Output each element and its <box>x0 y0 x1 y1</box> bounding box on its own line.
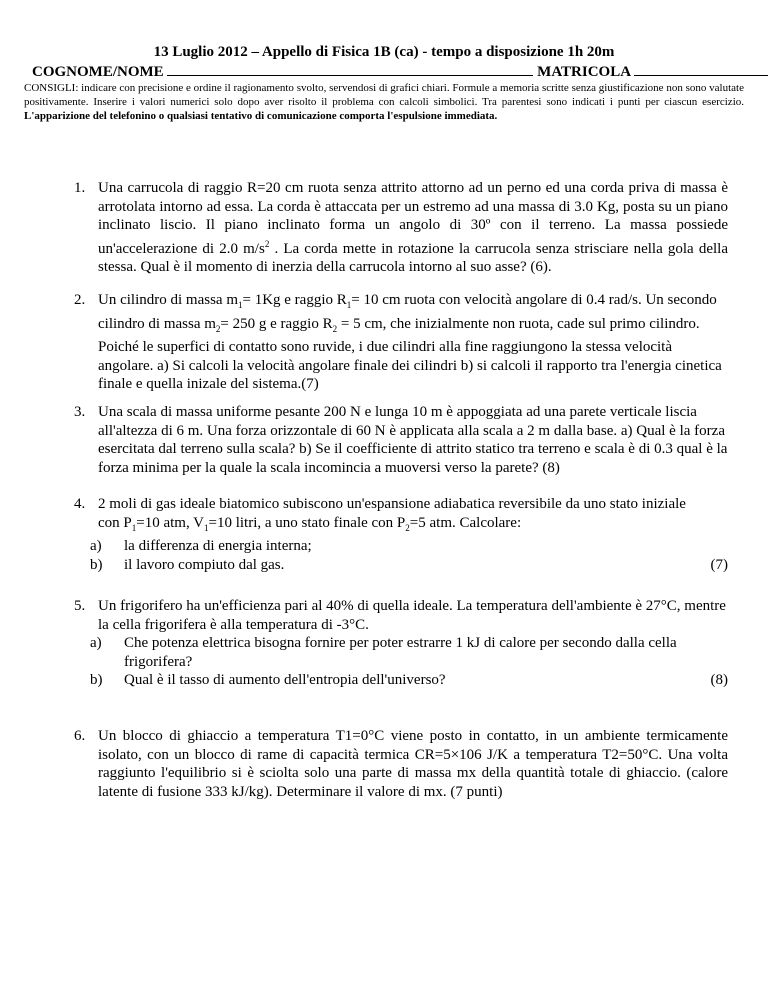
sub-text: Che potenza elettrica bisogna fornire per poter estrarre 1 kJ di calore per secondo dalla cella frigorifera? <box>124 635 677 670</box>
subscript: 1 <box>346 300 352 310</box>
question-text: Un blocco di ghiaccio a temperatura T1=0°C viene posto in contatto, in un ambiente termicamente isolato, con un blocco di rame di capacità termica CR=5×106 J/K a temperatura T2=50°C. Una volta raggiunto l'equilibrio si è sciolta solo una parte di massa mx della quantità totale di ghiaccio. (calore latente di fusione 333 kJ/kg). Determinare il valore di mx. (7 punti) <box>98 728 728 800</box>
sub-question-b <box>90 556 728 575</box>
sub-label: b) <box>90 556 103 573</box>
subscript: 1 <box>204 522 209 533</box>
matricola-label: MATRICOLA <box>537 64 631 80</box>
student-info-row <box>32 62 722 81</box>
question-text: Un frigorifero ha un'efficienza pari al 40% di quella ideale. La temperatura dell'ambiente è 27°C, mentre la cella frigorifera è alla temperatura di -3°C. <box>98 598 726 633</box>
advice-body: CONSIGLI: indicare con precisione e ordine il ragionamento svolto, servendosi di grafici chiari. Formule a memoria scritte senza giustificazione non sono valutate positivamente. Inserire i valori numerici solo dopo aver risolto il problema con calcoli simbolici. Tra parentesi sono indicati i punti per ciascun esercizio. <box>24 82 744 108</box>
question-1 <box>74 179 728 277</box>
question-text: = 5 cm, che inizialmente non ruota, cade sul primo cilindro. Poiché le superfici di contatto sono ruvide, i due cilindri alla fine raggiungono la stessa velocità angolare. a) Si calcoli la velocità angolare finale dei cilindri b) si calcoli il rapporto tra l'energia cinetica finale e quella inizale del sistema.(7) <box>98 315 722 392</box>
name-label: COGNOME/NOME <box>32 64 164 80</box>
question-5 <box>74 597 728 690</box>
points: (7) <box>710 556 728 573</box>
subscript: 1 <box>131 522 137 533</box>
question-text: con P <box>98 514 132 531</box>
question-text: = 1Kg e raggio R <box>242 292 347 308</box>
question-2 <box>74 291 728 394</box>
question-number: 6. <box>74 728 86 744</box>
question-text: =10 litri, a uno stato finale con P <box>208 514 406 531</box>
question-number: 2. <box>74 292 86 308</box>
subscript: 2 <box>405 522 410 533</box>
name-blank <box>167 62 533 76</box>
sub-question-b <box>90 671 728 690</box>
sub-text: il lavoro compiuto dal gas. <box>124 556 285 573</box>
sub-question-a <box>90 634 728 671</box>
question-text: Una scala di massa uniforme pesante 200 N e lunga 10 m è appoggiata ad una parete verticale liscia all'altezza di 6 m. Una forza orizzontale di 60 N è applicata alla scala a 2 m dalla base. a) Qual è la forza esercitata dal terreno sulla scala? b) Se il coefficiente di attrito statico tra terreno e scala è di 0.3 qual è la forza minima per la quale la scala incomincia a muoversi verso la parete? (8) <box>98 404 728 476</box>
question-text: Un cilindro di massa m <box>98 292 238 308</box>
question-number: 5. <box>74 598 86 614</box>
points: (8) <box>710 672 728 688</box>
question-3 <box>74 403 728 477</box>
matricola-blank <box>634 62 768 76</box>
sub-text: Qual è il tasso di aumento dell'entropia dell'universo? <box>124 672 446 688</box>
subscript: 2 <box>215 323 221 334</box>
sub-question-a <box>90 537 728 556</box>
question-text: 2 moli di gas ideale biatomico subiscono un'espansione adiabatica reversibile da uno stato iniziale <box>98 496 686 512</box>
question-text: = 10 cm ruota con velocità angolare di 0.4 rad/s. Un secondo cilindro di massa m <box>98 292 717 332</box>
exam-title: 13 Luglio 2012 – Appello di Fisica 1B (ca) - tempo a disposizione 1h 20m <box>153 44 615 60</box>
question-6 <box>74 727 728 801</box>
subscript: 1 <box>237 300 243 310</box>
sub-label: a) <box>90 538 102 554</box>
question-number: 1. <box>74 180 86 196</box>
question-text: =10 atm, V <box>136 514 205 531</box>
question-number: 4. <box>74 496 86 512</box>
subscript: 2 <box>332 323 338 334</box>
sub-text: la differenza di energia interna; <box>124 538 312 554</box>
sub-label: a) <box>90 635 102 651</box>
advice-text <box>24 81 744 123</box>
sub-label: b) <box>90 672 103 688</box>
question-text-cont: . La corda mette in rotazione la carrucola senza strisciare nella gola della stessa. Qual è il momento di inerzia della carrucola intorno al suo asse? (6). <box>98 240 728 275</box>
question-text: = 250 g e raggio R <box>220 315 333 332</box>
question-number: 3. <box>74 404 86 420</box>
question-text: =5 atm. Calcolare: <box>409 514 522 531</box>
superscript: 2 <box>264 238 270 249</box>
question-text: Una carrucola di raggio R=20 cm ruota senza attrito attorno ad un perno ed una corda priva di massa è arrotolata intorno ad essa. La corda è attaccata per un estremo ad una massa di 3.0 Kg, posta su un piano inclinato liscio. Il piano inclinato forma un angolo di 30º con il terreno. La massa possiede un'accelerazione di 2.0 m/s <box>98 180 728 257</box>
question-4 <box>74 495 728 574</box>
advice-warning: L'apparizione del telefonino o qualsiasi tentativo di comunicazione comporta l'espulsione immediata. <box>24 110 498 122</box>
